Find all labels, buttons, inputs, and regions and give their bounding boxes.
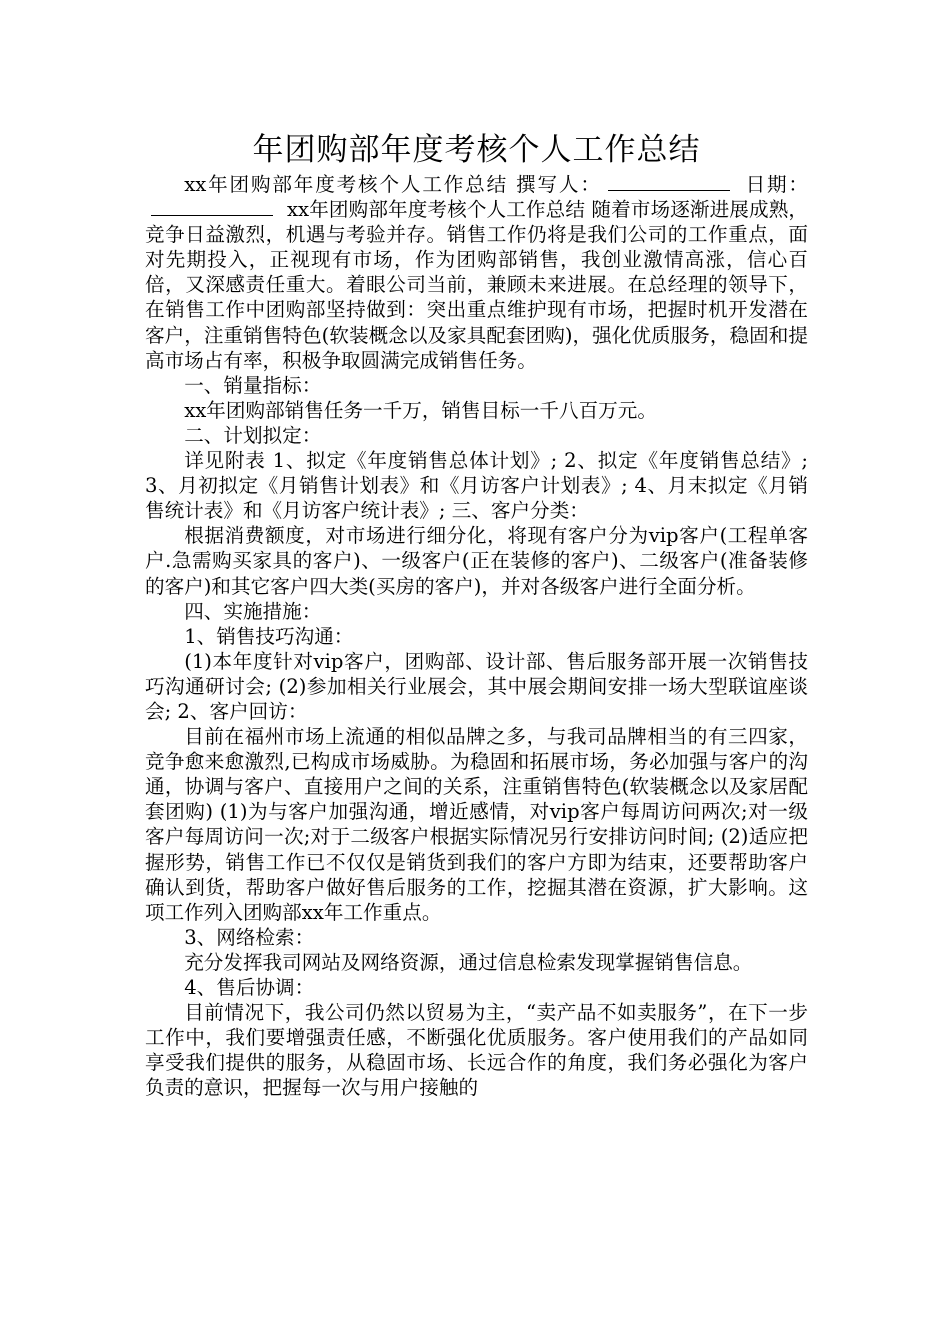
intro-body: xx年团购部年度考核个人工作总结 随着市场逐渐进展成熟，竞争日益激烈，机遇与考验并存。销售工作仍将是我们公司的工作重点，面对先期投入，正视现有市场，作为团购部销售，我创业激情高涨，信心百倍，又深感责任重大。着眼公司当前，兼顾未来进展。在总经理的领导下，在销售工作中团购部坚持做到：突出重点维护现有市场，把握时机开发潜在客户，注重销售特色(软装概念以及家具配套团购)，强化优质服务，稳固和提高市场占有率，积极争取圆满完成销售任务。 — [145, 198, 808, 372]
section-4-4-body: 目前情况下，我公司仍然以贸易为主，“卖产品不如卖服务”，在下一步工作中，我们要增强责任感，不断强化优质服务。客户使用我们的产品如同享受我们提供的服务，从稳固市场、长远合作的角度，我们务必强化为客户负责的意识，把握每一次与用户接触的 — [145, 1001, 808, 1100]
section-1-body: xx年团购部销售任务一千万，销售目标一千八百万元。 — [184, 398, 657, 422]
intro-date-label: 日期： — [743, 173, 809, 196]
section-4-3-body: 充分发挥我司网站及网络资源，通过信息检索发现掌握销售信息。 — [184, 950, 753, 974]
date-blank — [151, 197, 273, 216]
section-3-body: 根据消费额度，对市场进行细分化，将现有客户分为vip客户(工程单客户.急需购买家具的客户)、一级客户(正在装修的客户)、二级客户(准备装修的客户)和其它客户四大类(买房的客户)，并对各级客户进行全面分析。 — [145, 524, 808, 598]
section-1-heading: 一、销量指标： — [184, 373, 322, 397]
section-2-heading: 二、计划拟定： — [184, 423, 322, 447]
section-4-2-body: 目前在福州市场上流通的相似品牌之多，与我司品牌相当的有三四家，竞争愈来愈激烈,已构成市场威胁。为稳固和拓展市场，务必加强与客户的沟通，协调与客户、直接用户之间的关系，注重销售特色(软装概念以及家居配套团购) (1)为与客户加强沟通，增近感情，对vip客户每周访问两次;对一级客户每周访问一次;对于二级客户根据实际情况另行安排访问时间; (2)适应把握形势，销售工作已不仅仅是销货到我们的客户方即为结束，还要帮助客户确认到货，帮助客户做好售后服务的工作，挖掘其潜在资源，扩大影响。这项工作列入团购部xx年工作重点。 — [145, 725, 808, 924]
section-4-4-heading: 4、售后协调： — [184, 976, 315, 999]
section-2-body: 详见附表 1、拟定《年度销售总体计划》; 2、拟定《年度销售总结》; 3、月初拟定《月销售计划表》和《月访客户计划表》; 4、月末拟定《月销售统计表》和《月访客户统计表》; 三、客户分类： — [145, 449, 808, 523]
section-4-1-body: (1)本年度针对vip客户，团购部、设计部、售后服务部开展一次销售技巧沟通研讨会; (2)参加相关行业展会，其中展会期间安排一场大型联谊座谈会; 2、客户回访： — [145, 649, 808, 723]
document-title: 年团购部年度考核个人工作总结 — [252, 132, 701, 168]
intro-author-label: xx年团购部年度考核个人工作总结 撰写人： — [184, 173, 602, 196]
section-4-3-heading: 3、网络检索： — [184, 925, 315, 949]
section-4-heading: 四、实施措施： — [184, 599, 322, 623]
intro-paragraph — [145, 172, 808, 373]
section-4-1-heading: 1、销售技巧沟通： — [184, 624, 354, 648]
author-blank — [608, 172, 730, 191]
